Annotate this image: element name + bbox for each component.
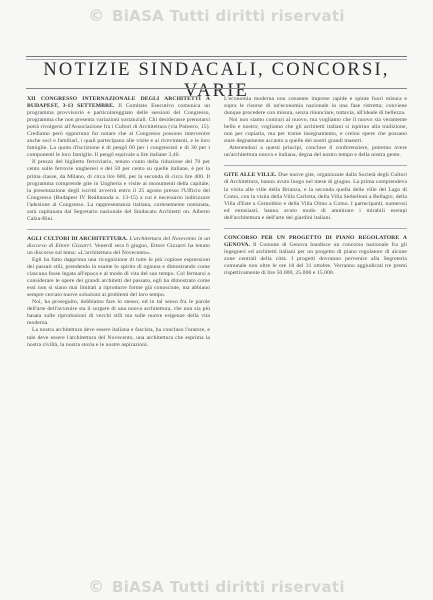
article-paragraph: Egli ha fatto dapprima una ricognizione di tutte le più copiose espressioni dei passati stili, prendendo in esame lo spirito di ognuna e dimostrando come ciascuna fosse legata all'epoca e al modo di vita del suo tempo. Col fermarsi a considerare le opere dei grandi architetti del passato, egli ha dimostrato come essi non si siano mai limitati a riprodurre forme già conosciute, ma abbiano sempre cercato nuove soluzioni ai problemi del loro tempo. (27, 256, 210, 299)
copyright-symbol: © (88, 6, 105, 25)
article-paragraph: Venerdì sera 6 giugno, Ettore Gizzarri ha tenuto un discorso sul tema: «L'architettura del Novecento». (27, 242, 210, 256)
article-gite (224, 172, 407, 221)
watermark-top (0, 6, 433, 25)
article-subheading: L'architettura del Novecento in un discorso di Ettore Gizzarri. (27, 235, 210, 249)
article-cultori (27, 236, 210, 349)
left-column (27, 96, 210, 355)
right-column (224, 96, 407, 283)
watermark-text: BiASA Tutti diritti riservati (111, 7, 345, 25)
article-paragraph: Il Comitato Esecutivo comunica un programma provvisorio e particolareggiato delle sessioni del Congresso, programma che non presenta variazioni sostanziali. Chi desiderasse prenotarsi potrà rivolgersi all'Associazione fra i Cultori di Architettura (via Palestro, 15). Crediamo però opportuno far notare che al Congresso possono intervenire anche soci e familiari, i quali partecipano alle visite e ai ricevimenti, e le loro famiglie. La quota d'iscrizione è di pengő 60 per i congressisti e di 30 per i componenti le loro famiglie. Il pengő equivale a lire italiane 3,40. (27, 103, 210, 159)
article-heading: GITE ALLE VILLE. (224, 172, 277, 179)
section-divider (224, 165, 407, 166)
article-heading: CONCORSO PER UN PROGETTO DI PIANO REGOLATORE A GENOVA. (224, 234, 407, 248)
article-paragraph: Noi non siamo contrari al nuovo, ma vogliamo che il nuovo sia veramente bello e nostro; vogliamo che gli architetti italiani si ispirino alla tradizione, non per copiarla, ma per trarne insegnamento, e creino opere che possano stare degnamente accanto a quelle dei nostri grandi maestri. (224, 117, 407, 145)
article-paragraph: La nostra architettura deve essere italiana e fascista, ha concluso l'oratore, e tale deve essere l'architettura del Novecento, una architettura che esprima la nostra civiltà, la nostra storia e le nostre aspirazioni. (27, 327, 210, 348)
header-rule (26, 56, 407, 57)
article-heading: AGLI CULTORI DI ARCHITETTURA. (27, 235, 128, 242)
article-paragraph: Il prezzo del biglietto ferroviario, tenuto conto della riduzione del 70 per cento sulle ferrovie ungheresi e del 50 per cento su quelle italiane, è per la prima classe, da Milano, di circa lire 600, per la seconda di circa lire 400. Il programma comprende gite in Ungheria e visite ai monumenti della capitale; la presentazione degli iscritti avverrà entro il 25 agosto presso l'Ufficio del Congresso (Budapest IV Reáltanoda u. 13-15) a cui è necessario indirizzare l'adesione al Congresso. La rappresentanza italiana, cortesemente nominata, sarà capitanata dal Segretario nazionale del Sindacato Architetti on. Alberto Calza-Bini. (27, 159, 210, 222)
article-congress (27, 96, 210, 223)
section-divider (224, 228, 407, 229)
article-paragraph: Il Comune di Genova bandisce un concorso nazionale fra gli ingegneri ed architetti italiani per un progetto di piano regolatore di alcune zone centrali della città. I progetti dovranno pervenire alla Segreteria comunale non oltre le ore 18 del 31 ottobre. Verranno aggiudicati tre premi rispettivamente di lire 50.000, 25.000 e 15.000. (224, 241, 407, 276)
article-paragraph: Noi, ha proseguito, dobbiamo fare lo stesso; ed in tal senso fra le parole dell'arte dell'avvenire sta il sorgere di una nuova architettura, che non sia più basata sulle riproduzioni di vecchi stili ma sulle nuove esigenze della vita moderna. (27, 299, 210, 327)
title-rule (26, 88, 407, 89)
article-continued (224, 96, 407, 159)
article-heading: XII CONGRESSO INTERNAZIONALE DEGLI ARCHITETTI A BUDAPEST, 3-13 SETTEMBRE. (27, 96, 210, 110)
watermark-text: BiASA Tutti diritti riservati (111, 578, 345, 596)
page-title: NOTIZIE SINDACALI, CONCORSI, VARIE (43, 60, 390, 101)
article-paragraph: Attenendosi a questi principi, concluse il conferenziere, potremo avere un'architettura nuova e italiana, degna del nostro tempo e della nostra gente. (224, 145, 407, 159)
watermark-bottom (0, 577, 433, 596)
article-concorso (224, 235, 407, 277)
article-paragraph: L'economia moderna non consente imprese rapide e spinte fuori misura e sopra le risorse di un'economia nazionale in una fase ristretta; conviene dunque procedere con misura, senza rinunciare, tuttavia, all'ideale di bellezza. (224, 96, 407, 117)
copyright-symbol: © (88, 577, 105, 596)
article-paragraph: Due nuove gite, organizzate dalla Società degli Cultori di Architettura, hanno avuto luogo nel mese di giugno. La prima comprendeva la visita alle ville della Brianza, e la seconda quella delle ville del Lago di Como, con la visita della Villa Carlotta, della Villa Serbelloni a Bellagio, della Villa d'Este a Cernobbio e della Villa Olmo a Como. I partecipanti, numerosi ed entusiasti, hanno avuto modo di ammirare i mirabili esempi dell'architettura e dell'arte dei giardini italiani. (224, 172, 407, 221)
section-divider (27, 229, 210, 230)
